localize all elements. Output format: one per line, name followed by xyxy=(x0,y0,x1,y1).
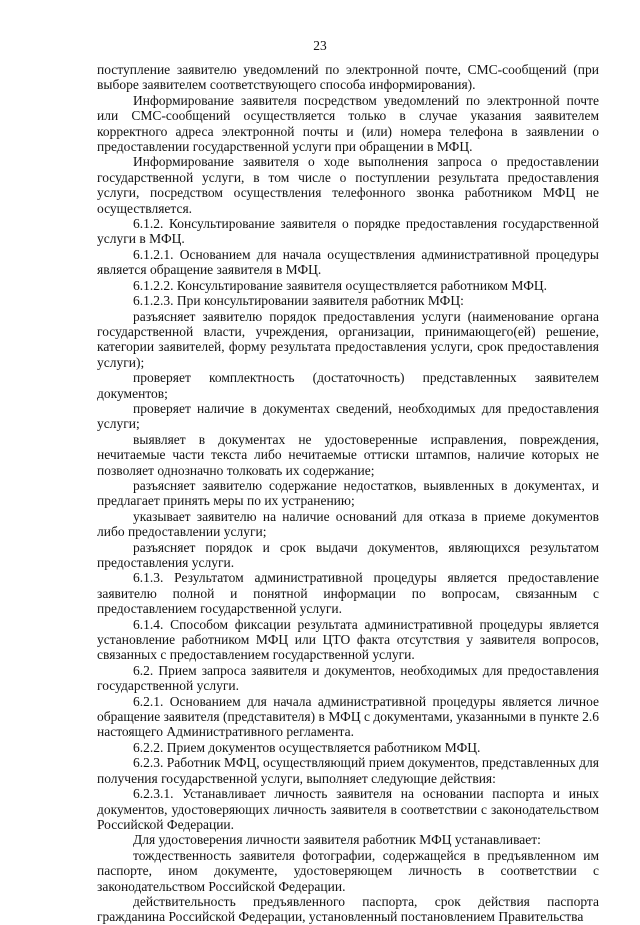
page-number: 23 xyxy=(313,38,327,53)
paragraph: поступление заявителю уведомлений по электронной почте, СМС-сообщений (при выборе заявителем соответствующего способа информирования). xyxy=(97,62,599,93)
paragraph: Для удостоверения личности заявителя работник МФЦ устанавливает: xyxy=(133,832,541,848)
list-item: указывает заявителю на наличие оснований для отказа в приеме документов либо предоставлении услуги; xyxy=(97,508,599,540)
list-item: разъясняет порядок и срок выдачи документов, являющихся результатом предоставления услуги. xyxy=(97,539,599,570)
section-heading: 6.1.2. Консультирование заявителя о порядке предоставления государственной услуги в МФЦ. xyxy=(97,216,599,247)
section-heading: 6.2. Прием запроса заявителя и документов, необходимых для предоставления государственной услуги. xyxy=(97,662,599,694)
list-item: проверяет комплектность (достаточность) представленных заявителем документов; xyxy=(97,370,599,401)
list-item: действительность предъявленного паспорта, срок действия паспорта гражданина Российской Федерации, установленный постановлением Правительства xyxy=(97,893,599,925)
paragraph: 6.2.3.1. Устанавливает личность заявителя на основании паспорта и иных документов, удостоверяющих личность заявителя в соответствии с законодательством Российской Федерации. xyxy=(97,786,599,832)
list-item: выявляет в документах не удостоверенные исправления, повреждения, нечитаемые части текста либо нечитаемые оттиски штампов, наличие которых не позволяет однозначно толковать их содержание; xyxy=(97,431,599,478)
paragraph: 6.2.1. Основанием для начала административной процедуры является личное обращение заявителя (представителя) в МФЦ с документами, указанными в пункте 2.6 настоящего Административного регламента. xyxy=(97,693,599,740)
paragraph: 6.1.2.1. Основанием для начала осуществления административной процедуры является обращение заявителя в МФЦ. xyxy=(97,246,599,278)
paragraph: Информирование заявителя посредством уведомлений по электронной почте или СМС-сообщений осуществляется только в случае указания заявителем корректного адреса электронной почты и (или) номера телефона в заявлении о предоставлении государственной услуги при обращении в МФЦ. xyxy=(97,92,599,155)
list-item: разъясняет заявителю содержание недостатков, выявленных в документах, и предлагает принять меры по их устранению; xyxy=(97,477,599,509)
document-body xyxy=(97,62,599,925)
list-item: проверяет наличие в документах сведений, необходимых для предоставления услуги; xyxy=(97,400,599,432)
paragraph: 6.2.3. Работник МФЦ, осуществляющий прием документов, представленных для получения государственной услуги, выполняет следующие действия: xyxy=(97,755,599,786)
list-item: тождественность заявителя фотографии, содержащейся в предъявленном им паспорте, ином документе, удостоверяющем личность в соответствии с законодательством Российской Федерации. xyxy=(97,847,599,894)
paragraph: Информирование заявителя о ходе выполнения запроса о предоставлении государственной услуги, в том числе о поступлении результата предоставления услуги, посредством осуществления телефонного звонка работником МФЦ не осуществляется. xyxy=(97,154,599,216)
paragraph: 6.1.2.3. При консультировании заявителя работник МФЦ: xyxy=(133,293,464,309)
paragraph: 6.1.3. Результатом административной процедуры является предоставление заявителю полной и понятной информации по вопросам, связанным с предоставлением государственной услуги. xyxy=(97,570,599,617)
list-item: разъясняет заявителю порядок предоставления услуги (наименование органа государственной власти, учреждения, организации, принимающего(ей) решение, категории заявителей, форму результата предоставления услуги, срок предоставления услуги); xyxy=(97,308,599,370)
paragraph: 6.1.2.2. Консультирование заявителя осуществляется работником МФЦ. xyxy=(133,277,547,293)
paragraph: 6.1.4. Способом фиксации результата административной процедуры является установление работником МФЦ или ЦТО факта отсутствия у заявителя вопросов, связанных с предоставлением государственной услуги. xyxy=(97,616,599,663)
paragraph: 6.2.2. Прием документов осуществляется работником МФЦ. xyxy=(133,739,481,755)
